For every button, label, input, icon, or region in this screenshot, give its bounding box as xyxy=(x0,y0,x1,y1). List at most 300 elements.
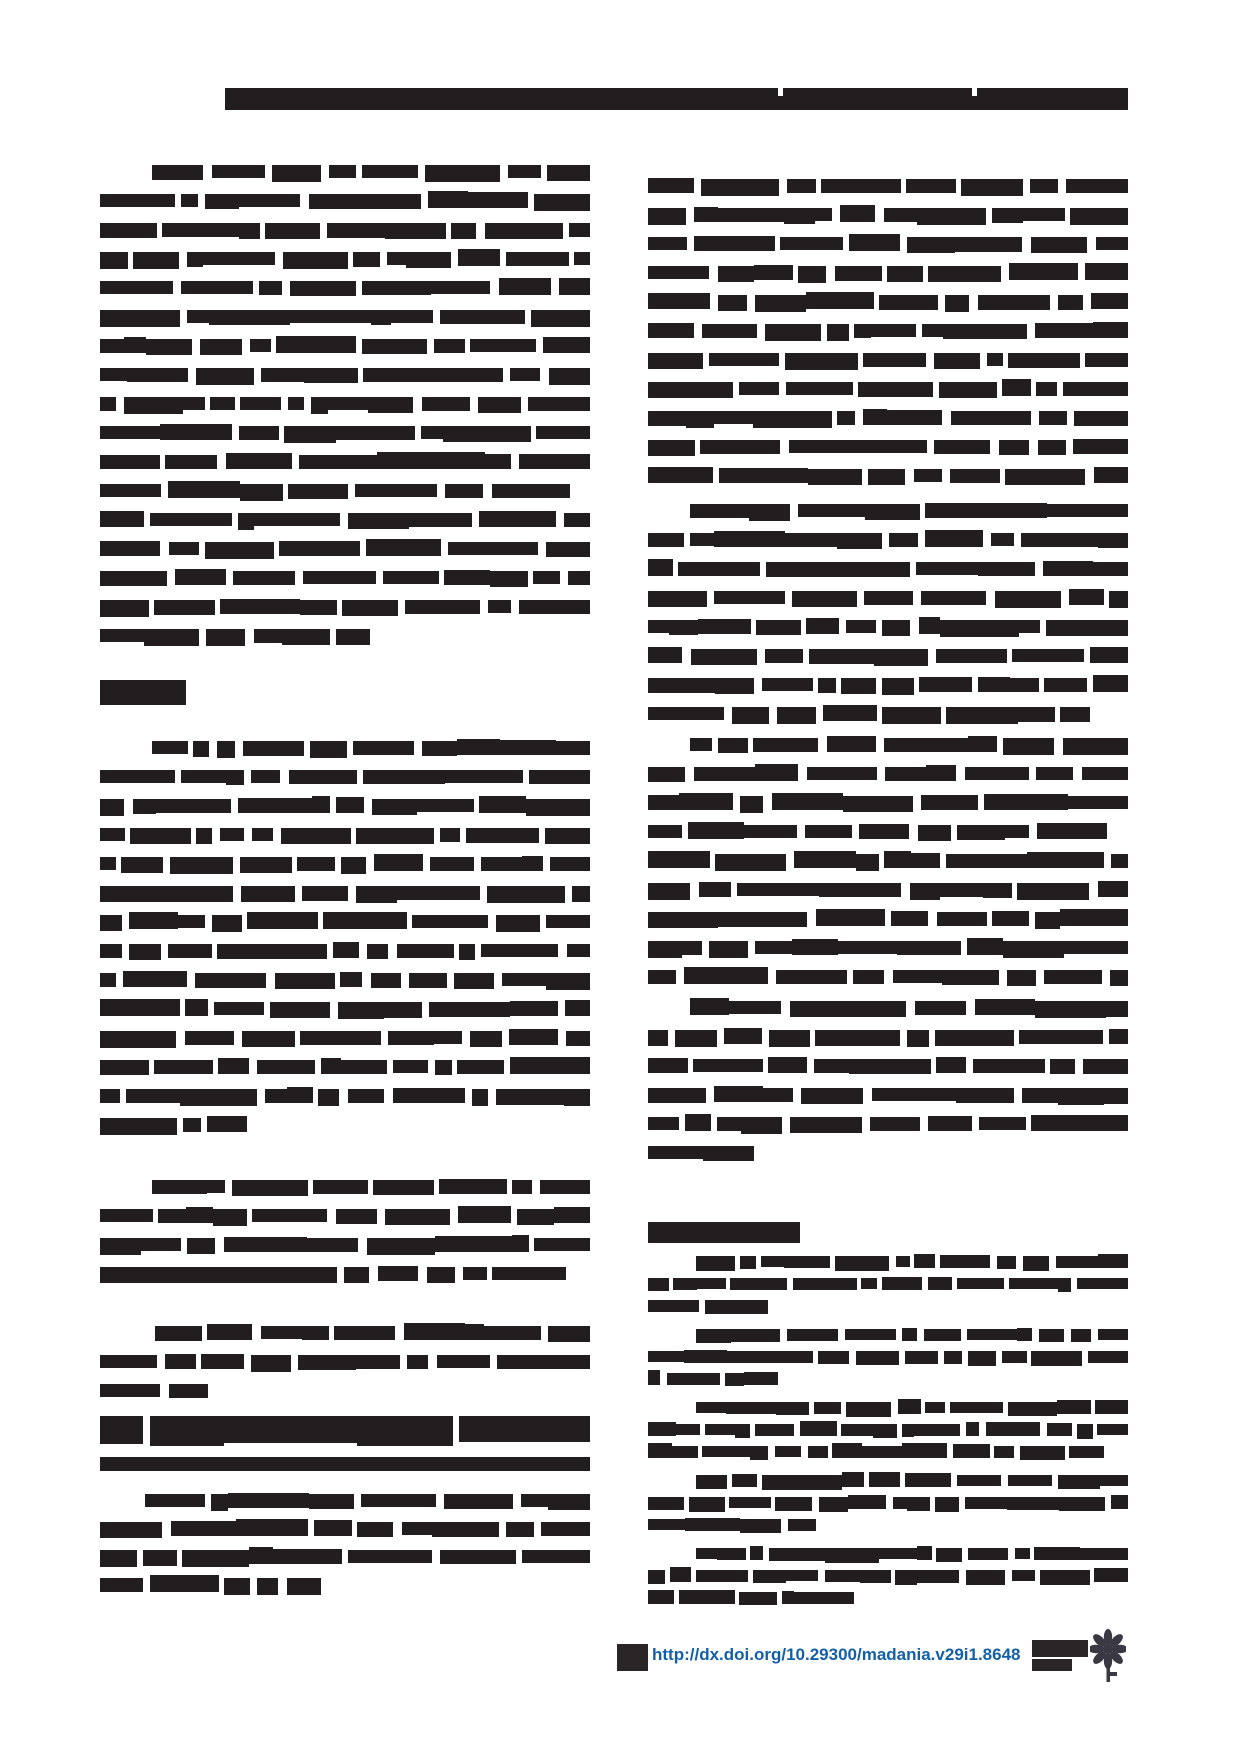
word-block xyxy=(141,1238,181,1251)
word-block xyxy=(158,1209,186,1223)
word-block xyxy=(353,741,378,755)
text-line xyxy=(100,965,590,994)
word-block xyxy=(776,1402,809,1415)
word-block xyxy=(270,1002,330,1018)
text-line xyxy=(648,1022,1128,1051)
word-block xyxy=(684,967,768,984)
word-block xyxy=(792,939,838,955)
word-block xyxy=(816,909,885,926)
word-block xyxy=(768,1057,807,1073)
word-block xyxy=(391,310,433,323)
word-block xyxy=(786,382,853,395)
word-block xyxy=(240,397,281,410)
word-block xyxy=(718,738,748,753)
word-block xyxy=(714,591,785,604)
word-block xyxy=(249,1547,273,1564)
word-block xyxy=(362,281,431,295)
text-line xyxy=(100,1110,590,1139)
word-block xyxy=(946,854,1027,868)
word-block xyxy=(1021,533,1098,547)
text-line xyxy=(648,1109,1128,1138)
word-block xyxy=(987,503,1047,518)
word-block xyxy=(1002,1351,1027,1363)
word-block xyxy=(478,397,521,413)
text-line xyxy=(100,1571,590,1599)
word-block xyxy=(313,1180,368,1194)
word-block xyxy=(648,647,682,663)
word-block xyxy=(912,707,941,724)
word-block xyxy=(782,1591,794,1604)
word-block xyxy=(481,944,558,957)
word-block xyxy=(1003,941,1064,958)
word-block xyxy=(239,426,279,440)
word-block xyxy=(236,1519,308,1536)
word-block xyxy=(884,208,917,222)
text-line xyxy=(100,849,590,878)
word-block xyxy=(288,484,348,499)
text-line xyxy=(648,1397,1128,1419)
word-block xyxy=(1063,738,1128,755)
word-block xyxy=(691,649,757,665)
text-line xyxy=(648,229,1128,258)
word-block xyxy=(787,1329,838,1341)
word-block xyxy=(564,513,590,527)
word-block xyxy=(648,293,710,309)
word-block xyxy=(991,533,1014,546)
word-block xyxy=(168,481,240,498)
word-block xyxy=(1057,1400,1091,1414)
word-block xyxy=(1077,1424,1093,1439)
word-block xyxy=(714,531,785,547)
word-block xyxy=(393,1060,428,1073)
word-block xyxy=(818,678,836,693)
word-block xyxy=(200,339,242,355)
word-block xyxy=(488,600,511,613)
word-block xyxy=(984,794,1068,810)
word-block xyxy=(181,281,253,294)
text-line xyxy=(648,730,1128,759)
word-block xyxy=(765,649,803,663)
word-block xyxy=(564,1089,590,1106)
word-block xyxy=(725,1373,744,1386)
text-line xyxy=(100,476,590,505)
word-block xyxy=(218,1058,249,1074)
word-block xyxy=(837,533,882,549)
word-block xyxy=(100,999,180,1016)
word-block xyxy=(856,854,879,871)
word-block xyxy=(1035,912,1060,929)
text-line xyxy=(100,534,590,563)
article-title-bar xyxy=(225,88,1128,110)
word-block xyxy=(186,1207,213,1223)
word-block xyxy=(185,999,208,1016)
word-block xyxy=(427,1267,455,1283)
word-block xyxy=(183,397,205,410)
word-block xyxy=(458,1206,511,1223)
word-block xyxy=(762,1475,816,1490)
word-block xyxy=(825,1548,879,1563)
word-block xyxy=(212,165,265,178)
word-block xyxy=(247,912,318,929)
word-block xyxy=(100,1118,177,1135)
word-block xyxy=(648,533,684,547)
text-line xyxy=(648,670,1128,699)
word-block xyxy=(289,770,357,784)
word-block xyxy=(919,677,972,692)
text-line xyxy=(648,1138,1128,1167)
word-block xyxy=(341,857,366,874)
word-block xyxy=(843,796,913,812)
word-block xyxy=(1017,1328,1032,1341)
word-block xyxy=(479,511,556,527)
word-block xyxy=(853,970,884,984)
word-block xyxy=(772,793,843,810)
word-block xyxy=(459,944,475,960)
word-block xyxy=(794,1592,854,1604)
word-block xyxy=(492,1267,566,1280)
text-line xyxy=(100,563,590,592)
word-block xyxy=(385,223,446,239)
word-block xyxy=(865,504,920,520)
word-block xyxy=(546,542,590,557)
word-block xyxy=(348,1089,384,1103)
word-block xyxy=(814,1402,841,1414)
word-block xyxy=(690,738,712,751)
text-line xyxy=(100,302,590,331)
word-block xyxy=(209,310,290,325)
word-block xyxy=(719,468,751,483)
word-block xyxy=(1109,1029,1128,1044)
word-block xyxy=(994,1446,1014,1458)
word-block xyxy=(465,1324,484,1340)
word-block xyxy=(371,310,391,325)
word-block xyxy=(739,1592,777,1605)
word-block xyxy=(129,912,178,929)
word-block xyxy=(378,741,414,755)
word-block xyxy=(648,382,733,398)
left-text-column xyxy=(100,157,590,1599)
text-line xyxy=(648,1080,1128,1109)
word-block xyxy=(1030,179,1058,193)
word-block xyxy=(404,1323,465,1340)
text-line xyxy=(648,1441,1128,1463)
word-block xyxy=(311,397,328,414)
word-block xyxy=(528,397,590,411)
word-block xyxy=(1080,1548,1128,1560)
word-block xyxy=(565,1000,590,1016)
body-paragraph xyxy=(648,496,1128,728)
word-block xyxy=(841,1424,873,1436)
text-line xyxy=(100,1201,590,1230)
word-block xyxy=(1096,237,1128,250)
word-block xyxy=(435,1236,512,1252)
word-block xyxy=(737,883,819,896)
word-block xyxy=(684,1350,727,1363)
word-block xyxy=(309,1494,354,1509)
word-block xyxy=(497,1355,590,1369)
word-block xyxy=(162,223,239,237)
word-block xyxy=(871,324,916,337)
word-block xyxy=(685,1518,740,1531)
word-block xyxy=(100,799,124,816)
text-line xyxy=(648,1324,1128,1346)
word-block xyxy=(265,223,320,239)
word-block xyxy=(100,1089,120,1103)
word-block xyxy=(705,1424,735,1435)
word-block xyxy=(842,1472,864,1487)
word-block xyxy=(965,767,1029,780)
word-block xyxy=(761,1256,784,1267)
word-block xyxy=(251,770,280,783)
word-block xyxy=(740,1519,781,1533)
word-block xyxy=(1088,1351,1128,1363)
word-block xyxy=(124,397,183,414)
reference-entry xyxy=(648,1324,1128,1390)
text-line xyxy=(100,505,590,534)
word-block xyxy=(100,571,167,586)
word-block xyxy=(383,571,439,584)
word-block xyxy=(183,1118,201,1132)
word-block xyxy=(197,455,217,469)
word-block xyxy=(100,281,173,294)
word-block xyxy=(356,828,434,844)
word-block xyxy=(648,912,718,928)
word-block xyxy=(232,1180,308,1196)
word-block xyxy=(243,741,304,756)
word-block xyxy=(290,310,371,323)
word-block xyxy=(934,440,990,454)
word-block xyxy=(100,426,160,439)
word-block xyxy=(437,1355,490,1368)
word-block xyxy=(966,1570,1005,1585)
word-block xyxy=(422,397,470,411)
word-block xyxy=(924,1329,961,1341)
word-block xyxy=(261,1326,302,1339)
word-block xyxy=(898,1399,921,1414)
word-block xyxy=(341,1060,387,1074)
word-block xyxy=(801,1088,863,1104)
text-line xyxy=(100,389,590,418)
word-block xyxy=(868,469,905,485)
word-block xyxy=(950,469,1000,483)
word-block xyxy=(648,1422,676,1436)
word-block xyxy=(907,1030,929,1047)
word-block xyxy=(508,165,541,178)
word-block xyxy=(860,1570,891,1583)
word-block xyxy=(152,1180,207,1194)
word-block xyxy=(675,1030,717,1047)
text-line xyxy=(648,1565,1128,1587)
word-block xyxy=(798,504,815,517)
word-block xyxy=(884,851,911,868)
word-block xyxy=(121,857,163,873)
word-block xyxy=(696,1329,731,1343)
reference-entry xyxy=(648,1251,1128,1317)
word-block xyxy=(348,513,409,529)
word-block xyxy=(283,252,348,269)
word-block xyxy=(838,941,897,954)
word-block xyxy=(780,237,843,250)
word-block xyxy=(432,1522,499,1537)
word-block xyxy=(1038,440,1066,455)
text-line xyxy=(100,157,590,186)
word-block xyxy=(385,1209,450,1225)
word-block xyxy=(667,1373,720,1385)
word-block xyxy=(705,1300,768,1314)
word-block xyxy=(916,562,978,575)
word-block xyxy=(220,599,300,614)
word-block xyxy=(430,857,474,871)
word-block xyxy=(300,1031,381,1045)
word-block xyxy=(1111,854,1128,868)
word-block xyxy=(816,1475,842,1490)
word-block xyxy=(265,1089,287,1103)
word-block xyxy=(978,295,1050,310)
word-block xyxy=(807,767,877,780)
text-line xyxy=(100,1230,590,1259)
word-block xyxy=(1068,796,1128,809)
word-block xyxy=(755,1424,794,1436)
word-block xyxy=(893,970,942,983)
word-block xyxy=(694,767,755,781)
word-block xyxy=(729,1497,771,1508)
word-block xyxy=(336,1209,377,1224)
word-block xyxy=(100,1031,176,1048)
word-block xyxy=(1036,767,1073,780)
word-block xyxy=(145,1494,205,1507)
word-block xyxy=(169,1384,208,1398)
text-line xyxy=(648,287,1128,316)
word-block xyxy=(334,1326,395,1340)
word-block xyxy=(182,1550,249,1567)
word-block xyxy=(942,970,999,985)
word-block xyxy=(100,397,116,411)
text-line xyxy=(100,1023,590,1052)
word-block xyxy=(439,1179,507,1194)
body-paragraph xyxy=(648,993,1128,1167)
word-block xyxy=(572,886,590,902)
word-block xyxy=(755,941,792,954)
text-line xyxy=(648,1273,1128,1295)
word-block xyxy=(257,1060,315,1074)
word-block xyxy=(526,799,590,816)
word-block xyxy=(1017,883,1089,900)
word-block xyxy=(100,828,125,841)
word-block xyxy=(926,765,956,781)
word-block xyxy=(753,411,832,428)
text-line xyxy=(100,215,590,244)
word-block xyxy=(1060,909,1128,926)
word-block xyxy=(559,278,590,295)
word-block xyxy=(444,1494,513,1509)
word-block xyxy=(1094,1568,1128,1582)
word-block xyxy=(309,194,354,209)
word-block xyxy=(648,883,690,900)
word-block xyxy=(951,411,1031,425)
word-block xyxy=(152,165,203,180)
word-block xyxy=(995,591,1061,608)
word-block xyxy=(517,1209,554,1225)
word-block xyxy=(1018,707,1055,722)
word-block xyxy=(1070,208,1128,225)
word-block xyxy=(1109,591,1128,608)
word-block xyxy=(905,1473,951,1487)
word-block xyxy=(201,1354,244,1369)
word-block xyxy=(470,1031,502,1047)
text-line xyxy=(648,525,1128,554)
word-block xyxy=(372,799,417,815)
word-block xyxy=(388,1031,434,1045)
word-block xyxy=(1100,1475,1128,1486)
word-block xyxy=(648,1370,660,1385)
word-block xyxy=(648,1570,665,1584)
word-block xyxy=(845,1329,896,1340)
word-block xyxy=(800,1421,837,1436)
text-line xyxy=(100,331,590,360)
word-block xyxy=(966,1422,979,1436)
word-block xyxy=(1037,823,1107,839)
word-block xyxy=(648,1117,679,1130)
word-block xyxy=(917,1570,959,1583)
word-block xyxy=(100,1416,143,1444)
word-block xyxy=(193,741,209,757)
text-line xyxy=(648,403,1128,432)
word-block xyxy=(1022,1088,1058,1103)
word-block xyxy=(479,796,526,813)
word-block xyxy=(648,767,685,782)
word-block xyxy=(1050,1059,1075,1074)
word-block xyxy=(421,426,443,439)
word-block xyxy=(1104,1088,1128,1104)
word-block xyxy=(203,252,275,265)
text-line xyxy=(648,993,1128,1022)
word-block xyxy=(1036,382,1057,396)
word-block xyxy=(755,764,798,781)
word-block xyxy=(348,1550,432,1563)
word-block xyxy=(882,678,914,695)
page-footer xyxy=(0,1628,1240,1698)
text-line xyxy=(648,1051,1128,1080)
word-block xyxy=(155,1326,202,1341)
word-block xyxy=(975,999,1035,1015)
word-block xyxy=(907,237,955,253)
word-block xyxy=(574,252,590,265)
text-line xyxy=(100,418,590,447)
word-block xyxy=(648,1300,699,1312)
word-block xyxy=(336,629,370,645)
word-block xyxy=(940,883,983,897)
word-block xyxy=(648,1030,668,1046)
text-line xyxy=(648,1419,1128,1441)
word-block xyxy=(837,411,855,425)
word-block xyxy=(338,1002,384,1019)
word-block xyxy=(882,1277,922,1290)
word-block xyxy=(175,569,226,585)
word-block xyxy=(679,1590,735,1604)
word-block xyxy=(170,857,233,874)
word-block xyxy=(1074,411,1128,426)
text-line xyxy=(100,1052,590,1081)
doi-link[interactable]: http://dx.doi.org/10.29300/madania.v29i1.8648 xyxy=(652,1645,1021,1664)
word-block xyxy=(670,1567,691,1582)
word-block xyxy=(648,941,682,958)
text-line xyxy=(100,1411,590,1447)
word-block xyxy=(363,770,445,784)
text-line xyxy=(100,1487,590,1515)
word-block xyxy=(333,942,359,958)
word-block xyxy=(648,591,707,607)
word-block xyxy=(342,600,398,616)
